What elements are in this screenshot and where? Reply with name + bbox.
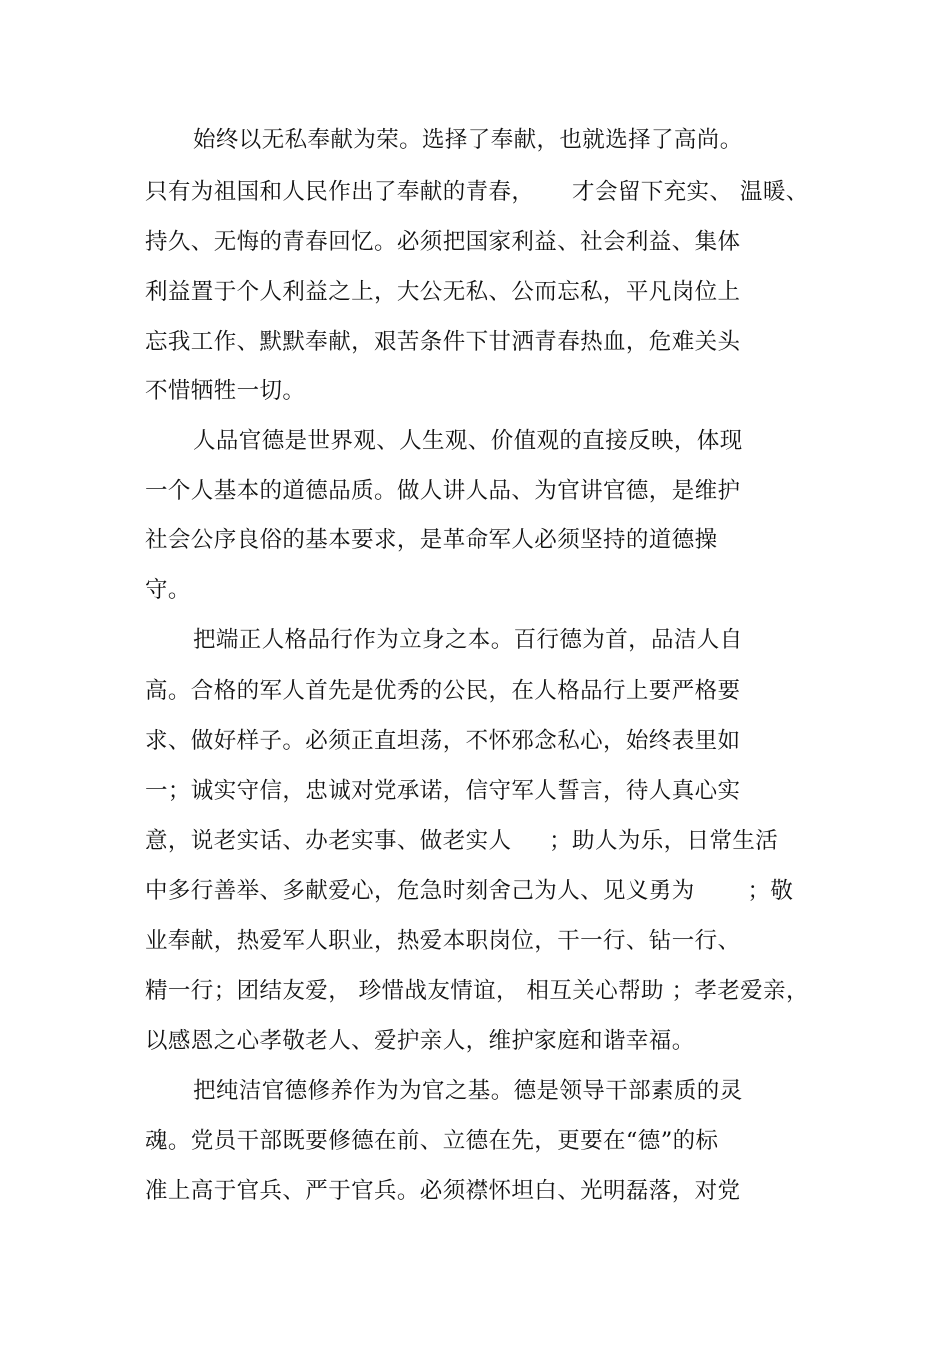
text-line: 持久、无悔的青春回忆。必须把国家利益、社会利益、集体 <box>145 229 741 255</box>
text-line: 始终以无私奉献为荣。选择了奉献，也就选择了高尚。 <box>193 127 743 153</box>
text-line: 人品官德是世界观、人生观、价值观的直接反映，体现 <box>193 428 743 454</box>
text-line: 业奉献，热爱军人职业，热爱本职岗位，干一行、钻一行、 <box>145 928 741 954</box>
text-line: 一；诚实守信，忠诚对党承诺，信守军人誓言，待人真心实 <box>145 778 741 804</box>
text-line: 意，说老实话、办老实事、做老实人 ；助人为乐，日常生活 <box>145 828 779 854</box>
text-line: 精一行；团结友爱， 珍惜战友情谊， 相互关心帮助 ；孝老爱亲， <box>145 978 809 1004</box>
text-line: 利益置于个人利益之上，大公无私、公而忘私，平凡岗位上 <box>145 279 741 305</box>
text-line: 准上高于官兵、严于官兵。必须襟怀坦白、光明磊落，对党 <box>145 1178 741 1204</box>
text-line: 忘我工作、默默奉献，艰苦条件下甘洒青春热血，危难关头 <box>145 329 741 355</box>
text-line: 守。 <box>145 577 191 603</box>
text-line: 把纯洁官德修养作为为官之基。德是领导干部素质的灵 <box>193 1078 743 1104</box>
text-line: 只有为祖国和人民作出了奉献的青春， 才会留下充实、 温暖、 <box>145 179 809 205</box>
text-line: 求、做好样子。必须正直坦荡，不怀邪念私心，始终表里如 <box>145 728 741 754</box>
text-line: 不惜牺牲一切。 <box>145 378 306 404</box>
text-line: 高。合格的军人首先是优秀的公民，在人格品行上要严格要 <box>145 678 741 704</box>
text-line: 一个人基本的道德品质。做人讲人品、为官讲官德，是维护 <box>145 478 741 504</box>
text-line: 中多行善举、多献爱心，危急时刻舍己为人、见义勇为 ；敬 <box>145 878 794 904</box>
text-line: 魂。党员干部既要修德在前、立德在先，更要在“德”的标 <box>145 1128 719 1154</box>
text-line: 把端正人格品行作为立身之本。百行德为首，品洁人自 <box>193 627 743 653</box>
text-line: 以感恩之心孝敬老人、爱护亲人，维护家庭和谐幸福。 <box>145 1028 695 1054</box>
text-line: 社会公序良俗的基本要求，是革命军人必须坚持的道德操 <box>145 527 718 553</box>
